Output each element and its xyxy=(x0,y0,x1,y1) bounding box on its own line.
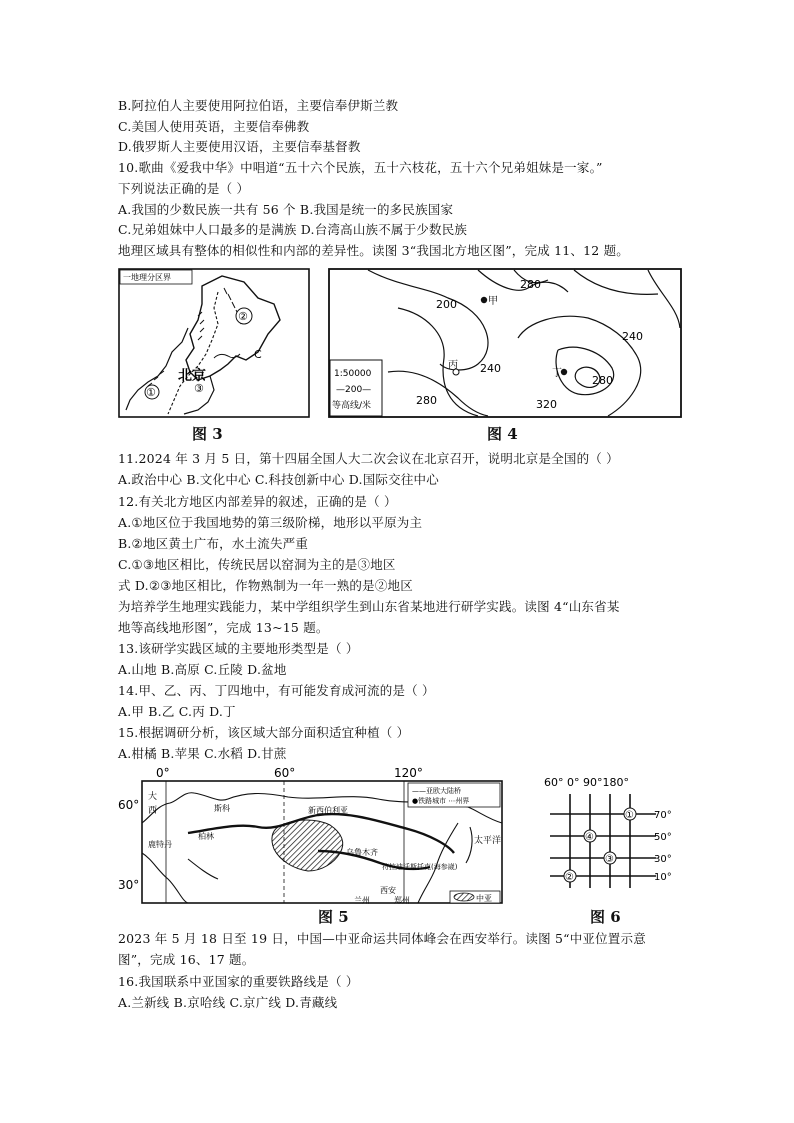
place-label: 鹿特丹 xyxy=(148,840,172,849)
place-label: 甲 xyxy=(488,296,498,307)
question-line: 下列说法正确的是（ ） xyxy=(118,181,250,196)
question-14: 14.甲、乙、丙、丁四地中，有可能发育成河流的是（ ） xyxy=(118,683,435,698)
question-11: 11.2024 年 3 月 5 日，第十四届全国人大二次会议在北京召开，说明北京是全国的（ ） xyxy=(118,451,619,466)
fig5-legend: ●铁路城市 ⋯州界 xyxy=(412,797,470,805)
contour-label: 280 xyxy=(520,278,541,291)
lat-label: 50° xyxy=(654,832,672,843)
instruction-line: 为培养学生地理实践能力，某中学组织学生到山东省某地进行研学实践。读图 4“山东省某 xyxy=(118,599,620,614)
question-10: 10.歌曲《爱我中华》中唱道“五十六个民族，五十六枝花，五十六个兄弟姐妹是一家。” xyxy=(118,160,603,175)
instruction-line: 图”，完成 16、17 题。 xyxy=(118,952,255,967)
fig3-label-c: C xyxy=(254,348,262,361)
lat-label: 30° xyxy=(118,878,140,892)
instruction-line: 地等高线地形图”，完成 13~15 题。 xyxy=(118,620,329,635)
place-label: 斯科 xyxy=(214,804,230,813)
figure-6-grid xyxy=(540,772,680,892)
option-line: C.美国人使用英语，主要信奉佛教 xyxy=(118,119,310,134)
place-label: 丁 xyxy=(552,368,562,379)
instruction-line: 2023 年 5 月 18 日至 19 日，中国—中亚命运共同体峰会在西安举行。读图 5“中亚位置示意 xyxy=(118,931,646,946)
fig3-label-beijing: 北京 xyxy=(178,368,206,384)
figure-6-caption: 图 6 xyxy=(590,908,621,926)
place-label: 兰州 xyxy=(354,896,370,905)
place-label: 太平洋 xyxy=(474,836,502,846)
question-12: 12.有关北方地区内部差异的叙述，正确的是（ ） xyxy=(118,494,397,509)
figure-5-caption: 图 5 xyxy=(318,908,349,926)
instruction-line: 地理区域具有整体的相似性和内部的差异性。读图 3“我国北方地区图”，完成 11、12 题。 xyxy=(118,243,629,258)
figure-4-contour-map xyxy=(328,268,682,418)
figure-5-map xyxy=(118,763,518,925)
place-label: 丙 xyxy=(448,360,458,371)
figure-3-map xyxy=(118,268,310,418)
option-line: A.我国的少数民族一共有 56 个 B.我国是统一的多民族国家 xyxy=(118,202,454,217)
place-label: 乌鲁木齐 xyxy=(346,848,378,857)
lon-label: 0° xyxy=(156,766,170,780)
point-label: ① xyxy=(625,810,634,821)
fig3-label-2: ② xyxy=(238,310,248,323)
option-line: A.政治中心 B.文化中心 C.科技创新中心 D.国际交往中心 xyxy=(118,472,439,487)
lat-label: 70° xyxy=(654,810,672,821)
place-label: 符拉迪沃斯托克(海参崴) xyxy=(382,863,458,871)
legend-text: 等高线/米 xyxy=(332,401,372,411)
question-13: 13.该研学实践区域的主要地形类型是（ ） xyxy=(118,641,359,656)
fig3-label-1: ① xyxy=(146,386,156,399)
figure-4-caption: 图 4 xyxy=(487,425,518,443)
point-label: ③ xyxy=(605,854,614,865)
fig5-legend-box: 中亚 xyxy=(476,894,492,903)
contour-label: 240 xyxy=(480,362,501,375)
contour-label: 280 xyxy=(592,374,613,387)
option-line: C.①③地区相比，传统民居以窑洞为主的是③地区 xyxy=(118,557,396,572)
option-line: A.兰新线 B.京哈线 C.京广线 D.青藏线 xyxy=(118,995,338,1010)
place-label: 郑州 xyxy=(394,896,410,905)
contour-label: 200 xyxy=(436,298,457,311)
place-marker-jia xyxy=(481,297,487,303)
option-line: D.俄罗斯人主要使用汉语，主要信奉基督教 xyxy=(118,139,361,154)
option-line: B.②地区黄土广布，水土流失严重 xyxy=(118,536,309,551)
figure-3-caption: 图 3 xyxy=(192,425,223,443)
lat-label: 10° xyxy=(654,872,672,883)
fig3-label-3: ③ xyxy=(194,382,204,395)
option-line: A.①地区位于我国地势的第三级阶梯，地形以平原为主 xyxy=(118,515,423,530)
place-label: 大 xyxy=(148,792,158,802)
point-label: ② xyxy=(565,872,574,883)
contour-label: 280 xyxy=(416,394,437,407)
question-15: 15.根据调研分析，该区域大部分面积适宜种植（ ） xyxy=(118,725,410,740)
place-label: 西 xyxy=(148,806,158,816)
option-line: A.甲 B.乙 C.丙 D.丁 xyxy=(118,704,236,719)
lat-label: 30° xyxy=(654,854,672,865)
point-label: ④ xyxy=(585,832,594,843)
option-line: 式 D.②③地区相比，作物熟制为一年一熟的是②地区 xyxy=(118,578,413,593)
place-label: 新西伯利亚 xyxy=(308,806,348,815)
place-label: 柏林 xyxy=(198,832,214,841)
lon-label: 60° xyxy=(274,766,296,780)
place-label: 西安 xyxy=(380,886,396,895)
lon-label: 120° xyxy=(394,766,423,780)
contour-label: 320 xyxy=(536,398,557,411)
scale-label: 1:50000 xyxy=(334,369,372,379)
option-line: B.阿拉伯人主要使用阿拉伯语，主要信奉伊斯兰教 xyxy=(118,98,399,113)
lat-label: 60° xyxy=(118,798,140,812)
option-line: C.兄弟姐妹中人口最多的是满族 D.台湾高山族不属于少数民族 xyxy=(118,222,468,237)
option-line: A.山地 B.高原 C.丘陵 D.盆地 xyxy=(118,662,287,677)
question-16: 16.我国联系中亚国家的重要铁路线是（ ） xyxy=(118,974,359,989)
legend-line: —200— xyxy=(336,385,372,395)
fig3-legend: 一地理分区界 xyxy=(123,273,171,282)
fig6-top-labels: 60° 0° 90°180° xyxy=(544,776,629,789)
fig5-legend: ——亚欧大陆桥 xyxy=(412,787,461,795)
contour-label: 240 xyxy=(622,330,643,343)
option-line: A.柑橘 B.苹果 C.水稻 D.甘蔗 xyxy=(118,746,287,761)
